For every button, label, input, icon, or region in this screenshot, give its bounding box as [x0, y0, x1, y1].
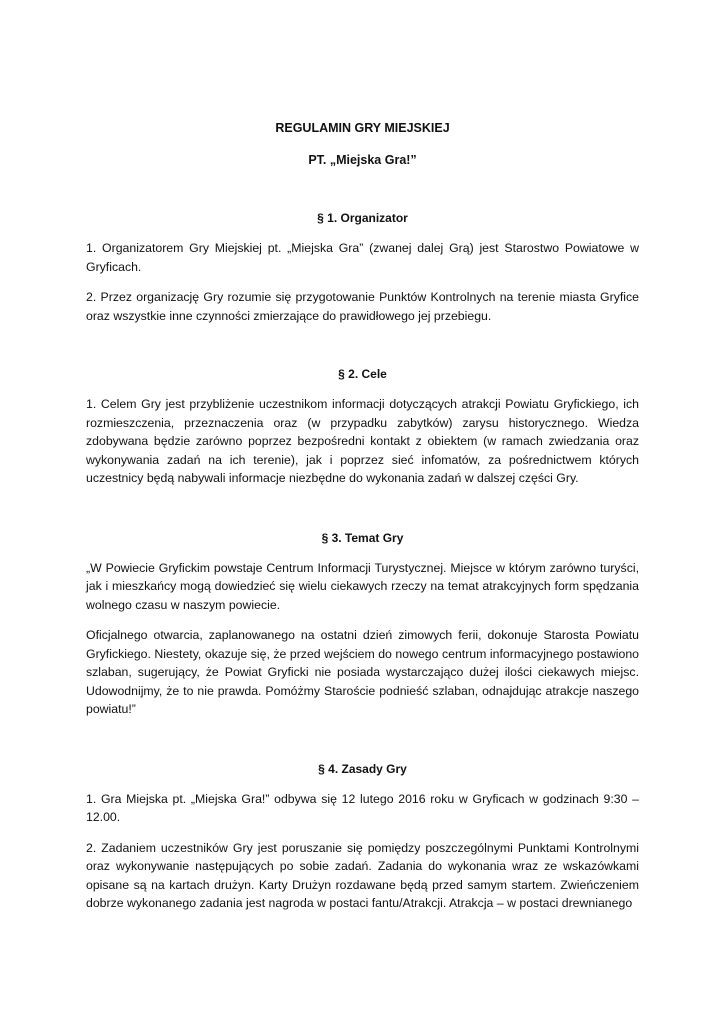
- section-organizator: [86, 210, 639, 325]
- section-heading: § 2. Cele: [338, 367, 387, 381]
- paragraph: Oficjalnego otwarcia, zaplanowanego na ostatni dzień zimowych ferii, dokonuje Starosta Powiatu Gryfickiego. Niestety, okazuje się, że przed wejściem do nowego centrum informacyjnego postawiono szlaban, sugerujący, że Powiat Gryficki nie posiada wystarczająco dużej ilości ciekawych miejsc. Udowodnijmy, że to nie prawda. Pomóżmy Staroście podnieść szlaban, odnajdując atrakcje naszego powiatu!”: [86, 628, 639, 716]
- document-title: REGULAMIN GRY MIEJSKIEJ: [275, 121, 450, 135]
- section-zasady-gry: [86, 761, 639, 913]
- paragraph: 1. Organizatorem Gry Miejskiej pt. „Miejska Gra” (zwanej dalej Grą) jest Starostwo Powiatowe w Gryficach.: [86, 241, 639, 274]
- paragraph: „W Powiecie Gryfickim powstaje Centrum Informacji Turystycznej. Miejsce w którym zarówno turyści, jak i mieszkańcy mogą dowiedzieć się wielu ciekawych rzeczy na temat atrakcyjnych form spędzania wolnego czasu w naszym powiecie.: [86, 560, 639, 612]
- section-temat-gry: [86, 530, 639, 719]
- section-cele: [86, 366, 639, 488]
- document-body: [86, 120, 639, 913]
- document-subtitle: PT. „Miejska Gra!”: [308, 153, 417, 167]
- section-heading: § 3. Temat Gry: [321, 530, 404, 545]
- section-heading: § 4. Zasady Gry: [318, 761, 407, 776]
- paragraph: 2. Przez organizację Gry rozumie się przygotowanie Punktów Kontrolnych na terenie miasta Gryfice oraz wszystkie inne czynności zmierzające do prawidłowego jej przebiegu.: [86, 290, 639, 323]
- paragraph: 1. Gra Miejska pt. „Miejska Gra!” odbywa się 12 lutego 2016 roku w Gryficach w godzinach 9:30 – 12.00.: [86, 791, 639, 824]
- section-heading: § 1. Organizator: [317, 211, 408, 225]
- paragraph: 1. Celem Gry jest przybliżenie uczestnikom informacji dotyczących atrakcji Powiatu Gryfickiego, ich rozmieszczenia, przeznaczenia oraz (w przypadku zabytków) zarysu historycznego. Wiedza zdobywana będzie zarówno poprzez bezpośredni kontakt z obiektem (w ramach zwiedzania oraz wykonywania zadań na ich terenie), jak i poprzez sieć infomatów, za pośrednictwem których uczestnicy będą nabywali informacje niezbędne do wykonania zadań w dalszej części Gry.: [86, 397, 639, 485]
- paragraph: 2. Zadaniem uczestników Gry jest poruszanie się pomiędzy poszczególnymi Punktami Kontrolnymi oraz wykonywanie następujących po sobie zadań. Zadania do wykonania wraz ze wskazówkami opisane są na kartach drużyn. Karty Drużyn rozdawane będą przed samym startem. Zwieńczeniem dobrze wykonanego zadania jest nagroda w postaci fantu/Atrakcji. Atrakcja – w postaci drewnianego: [86, 840, 639, 910]
